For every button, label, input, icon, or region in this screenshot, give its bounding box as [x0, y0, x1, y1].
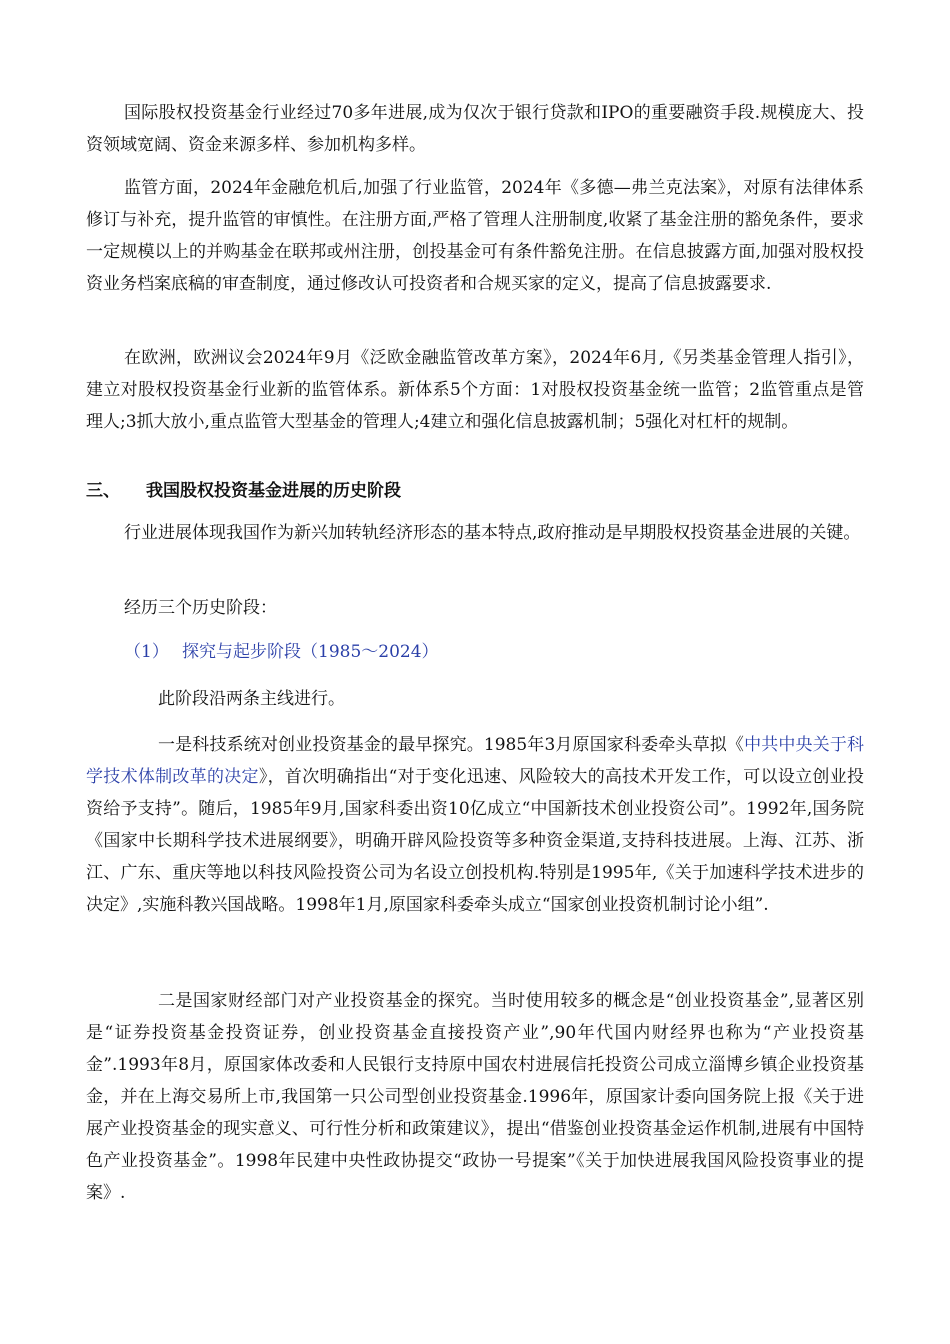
paragraph-tech-text-b: 》，首次明确指出“对于变化迅速、风险较大的高技术开发工作，可以设立创业投资给予支持”。随后，1985年9月,国家科委出资10亿成立“中国新技术创业投资公司”。1992年,国务院《国家中长期科学技术进展纲要》，明确开辟风险投资等多种资金渠道,支持科技进展。上海、江苏、浙江、广东、重庆等地以科技风险投资公司为名设立创投机构.特别是1995年,《关于加速科学技术进步的决定》,实施科教兴国战略。1998年1月,原国家科委牵头成立“国家创业投资机制讨论小组”.	[86, 767, 864, 915]
paragraph-tech-text-a: 一是科技系统对创业投资基金的最早探究。1985年3月原国家科委牵头草拟《	[158, 735, 745, 755]
section-title: 我国股权投资基金进展的历史阶段	[146, 481, 401, 501]
paragraph-tech-system	[86, 729, 864, 921]
paragraph-europe-regulation: 在欧洲，欧洲议会2024年9月《泛欧金融监管改革方案》，2024年6月,《另类基金管理人指引》，建立对股权投资基金行业新的监管体系。新体系5个方面：1对股权投资基金统一监管；2监管重点是管理人;3抓大放小,重点监管大型基金的管理人;4建立和强化信息披露机制；5强化对杠杆的规制。	[86, 348, 864, 432]
paragraph-two-lines: 此阶段沿两条主线进行。	[158, 689, 345, 709]
subsection-number: （1）	[124, 642, 169, 662]
section-heading	[86, 475, 864, 507]
paragraph-finance-departments: 二是国家财经部门对产业投资基金的探究。当时使用较多的概念是“创业投资基金”,显著区别是“证券投资基金投资证券，创业投资基金直接投资产业”,90年代国内财经界也称为“产业投资基金”.1993年8月，原国家体改委和人民银行支持原中国农村进展信托投资公司成立淄博乡镇企业投资基金，并在上海交易所上市,我国第一只公司型创业投资基金.1996年，原国家计委向国务院上报《关于进展产业投资基金的现实意义、可行性分析和政策建议》，提出“借鉴创业投资基金运作机制,进展有中国特色产业投资基金”。1998年民建中央性政协提交“政协一号提案”《关于加快进展我国风险投资事业的提案》.	[86, 991, 864, 1203]
subsection-heading	[124, 636, 864, 668]
paragraph-us-regulation: 监管方面，2024年金融危机后,加强了行业监管，2024年《多德—弗兰克法案》，对原有法律体系修订与补充，提升监管的审慎性。在注册方面,严格了管理人注册制度,收紧了基金注册的豁免条件，要求一定规模以上的并购基金在联邦或州注册，创投基金可有条件豁免注册。在信息披露方面,加强对股权投资业务档案底稿的审查制度，通过修改认可投资者和合规买家的定义，提高了信息披露要求.	[86, 178, 864, 294]
paragraph-three-stages: 经历三个历史阶段：	[124, 598, 277, 618]
section-number: 三、	[86, 481, 120, 501]
paragraph-intl-overview: 国际股权投资基金行业经过70多年进展,成为仅次于银行贷款和IPO的重要融资手段.规模庞大、投资领域宽阔、资金来源多样、参加机构多样。	[86, 103, 864, 155]
decision-link[interactable]: 中共中央关于科学技术体制改革的决定	[86, 735, 864, 787]
subsection-title: 探究与起步阶段（1985～2024）	[182, 642, 439, 662]
paragraph-industry-features: 行业进展体现我国作为新兴加转轨经济形态的基本特点,政府推动是早期股权投资基金进展的关键。	[124, 523, 861, 543]
